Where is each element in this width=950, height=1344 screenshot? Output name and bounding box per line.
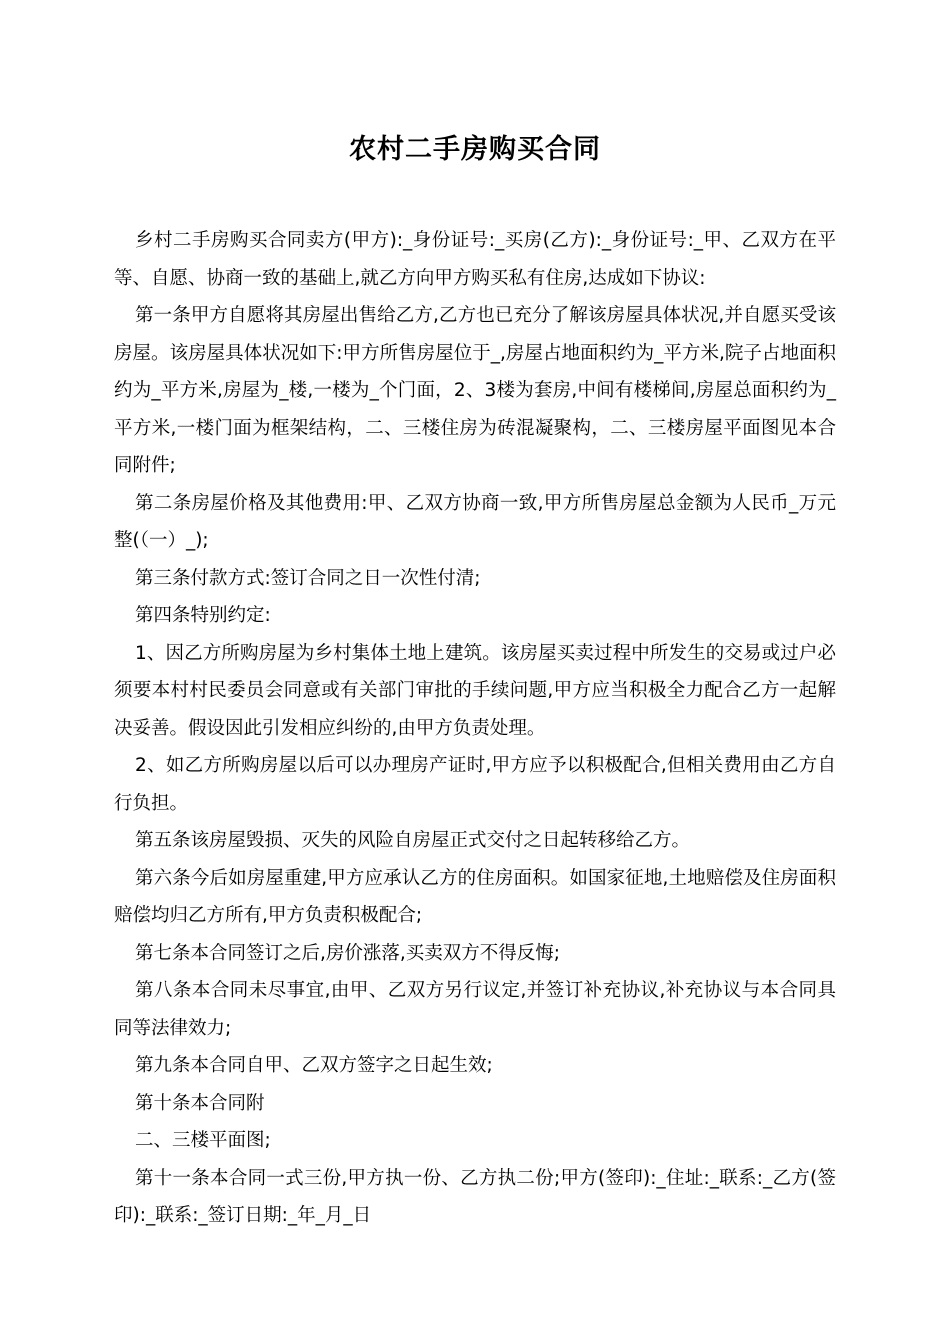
preamble-paragraph: 乡村二手房购买合同卖方(甲方):_身份证号:_买房(乙方):_身份证号:_甲、乙双方在平等、自愿、协商一致的基础上,就乙方向甲方购买私有住房,达成如下协议:	[114, 230, 836, 289]
article-4-heading: 第四条特别约定:	[135, 605, 271, 626]
article-3-paragraph: 第三条付款方式:签订合同之日一次性付清;	[135, 567, 481, 589]
article-6-paragraph: 第六条今后如房屋重建,甲方应承认乙方的住房面积。如国家征地,土地赔偿及住房面积赔偿均归乙方所有,甲方负责积极配合;	[114, 867, 836, 926]
attachment-line: 二、三楼平面图;	[135, 1130, 271, 1151]
document-body	[114, 222, 836, 1235]
article-4-item-1: 1、因乙方所购房屋为乡村集体土地上建筑。该房屋买卖过程中所发生的交易或过户必须要本村村民委员会同意或有关部门审批的手续问题,甲方应当积极全力配合乙方一起解决妥善。假设因此引发相应纠纷的,由甲方负责处理。	[114, 642, 836, 739]
article-1-paragraph: 第一条甲方自愿将其房屋出售给乙方,乙方也已充分了解该房屋具体状况,并自愿买受该房屋。该房屋具体状况如下:甲方所售房屋位于_,房屋占地面积约为_平方米,院子占地面积约为_平方米,房屋为_楼,一楼为_个门面，2、3楼为套房,中间有楼梯间,房屋总面积约为_平方米,一楼门面为框架结构，二、三楼住房为砖混凝聚构，二、三楼房屋平面图见本合同附件;	[114, 305, 836, 476]
article-5-paragraph: 第五条该房屋毁损、灭失的风险自房屋正式交付之日起转移给乙方。	[135, 830, 691, 851]
document-title: 农村二手房购买合同	[349, 134, 601, 165]
article-11-paragraph: 第十一条本合同一式三份,甲方执一份、乙方执二份;甲方(签印):_住址:_联系:_乙方(签印):_联系:_签订日期:_年_月_日	[114, 1167, 836, 1226]
article-10-paragraph: 第十条本合同附	[135, 1092, 265, 1114]
article-2-paragraph: 第二条房屋价格及其他费用:甲、乙双方协商一致,甲方所售房屋总金额为人民币_万元整(（一）_);	[114, 492, 836, 551]
article-8-paragraph: 第八条本合同未尽事宜,由甲、乙双方另行议定,并签订补充协议,补充协议与本合同具同等法律效力;	[114, 980, 836, 1039]
article-9-paragraph: 第九条本合同自甲、乙双方签字之日起生效;	[135, 1055, 493, 1076]
article-4-item-2: 2、如乙方所购房屋以后可以办理房产证时,甲方应予以积极配合,但相关费用由乙方自行负担。	[114, 755, 836, 814]
article-7-paragraph: 第七条本合同签订之后,房价涨落,买卖双方不得反悔;	[135, 942, 560, 964]
